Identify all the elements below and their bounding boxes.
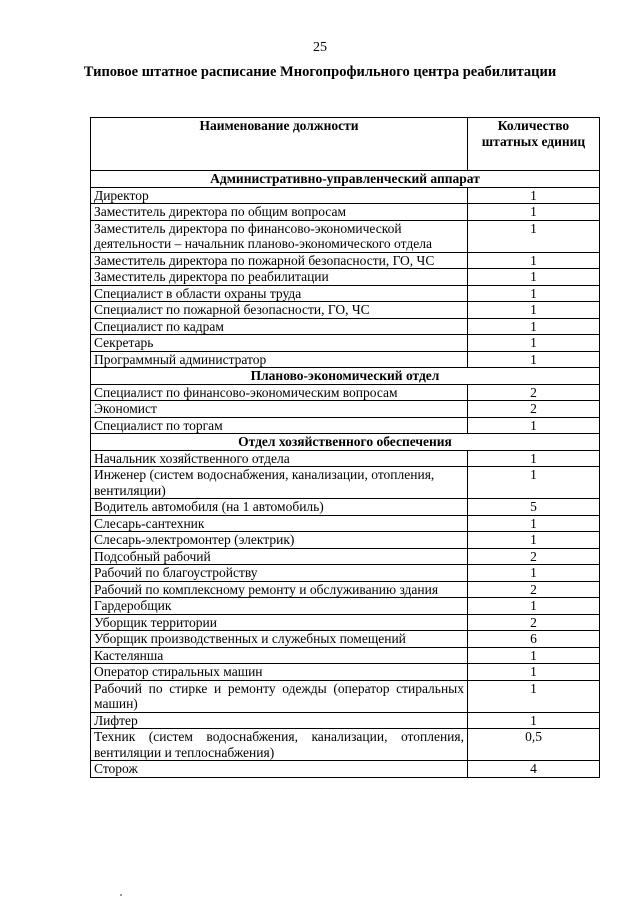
quantity-cell: 1: [468, 515, 600, 532]
table-row: [91, 351, 600, 368]
header-position: Наименование должности: [91, 118, 468, 171]
table-row: [91, 187, 600, 204]
position-cell: Рабочий по стирке и ремонту одежды (оператор стиральных машин): [91, 680, 468, 712]
position-cell: Специалист по кадрам: [91, 318, 468, 335]
position-cell: Начальник хозяйственного отдела: [91, 450, 468, 467]
table-row: [91, 761, 600, 778]
table-row: [91, 532, 600, 549]
table-row: [91, 450, 600, 467]
table-row: [91, 318, 600, 335]
section-row: [91, 368, 600, 385]
quantity-cell: 1: [468, 220, 600, 252]
position-cell: Программный администратор: [91, 351, 468, 368]
quantity-cell: 1: [468, 252, 600, 269]
quantity-cell: 1: [468, 664, 600, 681]
position-cell: Техник (систем водоснабжения, канализации, отопления, вентиляции и теплоснабжения): [91, 729, 468, 761]
table-body: [91, 171, 600, 778]
table-row: [91, 269, 600, 286]
table-row: [91, 565, 600, 582]
quantity-cell: 2: [468, 384, 600, 401]
quantity-cell: 1: [468, 712, 600, 729]
position-cell: Специалист в области охраны труда: [91, 285, 468, 302]
quantity-cell: 2: [468, 548, 600, 565]
quantity-cell: 1: [468, 285, 600, 302]
quantity-cell: 1: [468, 204, 600, 221]
table-row: [91, 680, 600, 712]
position-cell: Экономист: [91, 401, 468, 418]
position-cell: Кастелянша: [91, 647, 468, 664]
table-row: [91, 252, 600, 269]
position-cell: Заместитель директора по общим вопросам: [91, 204, 468, 221]
quantity-cell: 1: [468, 565, 600, 582]
position-cell: Специалист по пожарной безопасности, ГО, ЧС: [91, 302, 468, 319]
table-row: [91, 598, 600, 615]
quantity-cell: 1: [468, 467, 600, 499]
table-row: [91, 499, 600, 516]
section-title: Планово-экономический отдел: [91, 368, 600, 385]
position-cell: Инженер (систем водоснабжения, канализации, отопления, вентиляции): [91, 467, 468, 499]
quantity-cell: 1: [468, 187, 600, 204]
position-cell: Рабочий по комплексному ремонту и обслуживанию здания: [91, 581, 468, 598]
position-cell: Лифтер: [91, 712, 468, 729]
table-row: [91, 729, 600, 761]
table-row: [91, 631, 600, 648]
position-cell: Подсобный рабочий: [91, 548, 468, 565]
table-row: [91, 581, 600, 598]
position-cell: Специалист по финансово-экономическим вопросам: [91, 384, 468, 401]
table-row: [91, 712, 600, 729]
position-cell: Специалист по торгам: [91, 417, 468, 434]
section-title: Административно-управленческий аппарат: [91, 171, 600, 188]
section-title: Отдел хозяйственного обеспечения: [91, 434, 600, 451]
position-cell: Сторож: [91, 761, 468, 778]
quantity-cell: 2: [468, 614, 600, 631]
quantity-cell: 5: [468, 499, 600, 516]
quantity-cell: 4: [468, 761, 600, 778]
position-cell: Уборщик производственных и служебных помещений: [91, 631, 468, 648]
table-row: [91, 335, 600, 352]
quantity-cell: 1: [468, 450, 600, 467]
quantity-cell: 1: [468, 269, 600, 286]
position-cell: Директор: [91, 187, 468, 204]
quantity-cell: 1: [468, 351, 600, 368]
position-cell: Заместитель директора по реабилитации: [91, 269, 468, 286]
table-row: [91, 285, 600, 302]
position-cell: Слесарь-электромонтер (электрик): [91, 532, 468, 549]
quantity-cell: 2: [468, 401, 600, 418]
quantity-cell: 6: [468, 631, 600, 648]
page-number: 25: [313, 40, 327, 55]
quantity-cell: 1: [468, 318, 600, 335]
table-row: [91, 467, 600, 499]
section-row: [91, 434, 600, 451]
document-title: Типовое штатное расписание Многопрофильного центра реабилитации: [83, 64, 557, 80]
position-cell: Заместитель директора по пожарной безопасности, ГО, ЧС: [91, 252, 468, 269]
quantity-cell: 1: [468, 335, 600, 352]
table-row: [91, 204, 600, 221]
table-row: [91, 548, 600, 565]
header-quantity: Количество штатных единиц: [468, 118, 600, 171]
table-row: [91, 417, 600, 434]
table-row: [91, 384, 600, 401]
quantity-cell: 1: [468, 302, 600, 319]
quantity-cell: 2: [468, 581, 600, 598]
position-cell: Гардеробщик: [91, 598, 468, 615]
table-header-row: [91, 118, 600, 171]
table-row: [91, 401, 600, 418]
position-cell: Слесарь-сантехник: [91, 515, 468, 532]
position-cell: Секретарь: [91, 335, 468, 352]
table-row: [91, 647, 600, 664]
position-cell: Заместитель директора по финансово-экономической деятельности – начальник планово-экономического отдела: [91, 220, 468, 252]
section-row: [91, 171, 600, 188]
table-row: [91, 302, 600, 319]
quantity-cell: 1: [468, 532, 600, 549]
quantity-cell: 1: [468, 598, 600, 615]
quantity-cell: 1: [468, 647, 600, 664]
table-row: [91, 515, 600, 532]
position-cell: Рабочий по благоустройству: [91, 565, 468, 582]
quantity-cell: 1: [468, 680, 600, 712]
table-row: [91, 220, 600, 252]
table-row: [91, 614, 600, 631]
staff-table: [90, 117, 600, 778]
position-cell: Уборщик территории: [91, 614, 468, 631]
position-cell: Водитель автомобиля (на 1 автомобиль): [91, 499, 468, 516]
scan-speck: [120, 894, 122, 896]
quantity-cell: 0,5: [468, 729, 600, 761]
quantity-cell: 1: [468, 417, 600, 434]
table-row: [91, 664, 600, 681]
position-cell: Оператор стиральных машин: [91, 664, 468, 681]
